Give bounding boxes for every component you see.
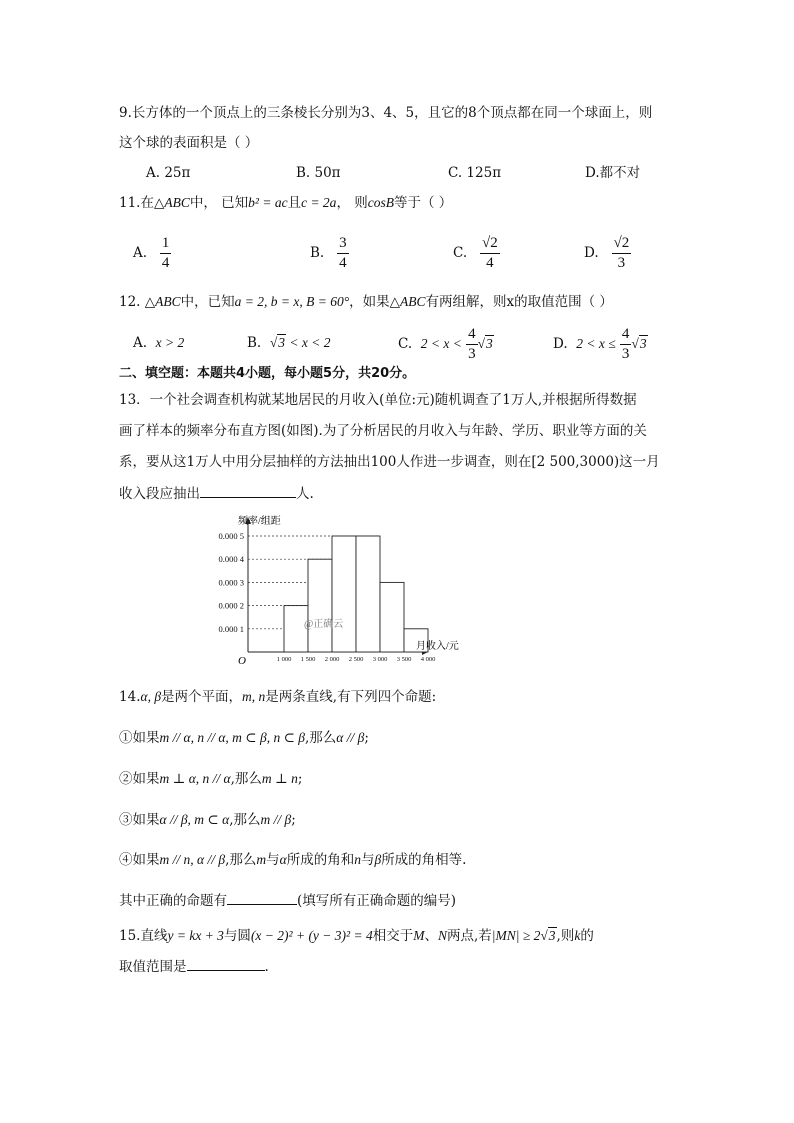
- q12-option-b: B. √3 < x < 2: [247, 335, 331, 351]
- x-tick-label: 1 500: [300, 656, 316, 663]
- q11-option-d: D. $\frac{√2}{3}$: [584, 235, 630, 271]
- x-tick-label: 2 000: [324, 656, 340, 663]
- histogram: [208, 512, 459, 672]
- y-tick-label: 0.000 5: [218, 531, 244, 541]
- x-tick-label: 3 500: [396, 656, 412, 663]
- q12-option-c: C. 2 < x < $\frac{4}{3}$ √3: [398, 326, 493, 362]
- histogram-bar: [332, 536, 356, 652]
- q14-proposition-1: ①如果m // α, n // α, m ⊂ β, n ⊂ β,那么α // β;: [119, 730, 369, 746]
- origin-label: O: [238, 655, 246, 667]
- q11-option-b: B. $\frac{3}{4}$: [310, 235, 347, 271]
- q14-proposition-3: ③如果α // β, m ⊂ α,那么m // β;: [119, 812, 296, 828]
- y-tick-label: 0.000 3: [218, 577, 244, 588]
- sqrt-symbol: √3: [540, 928, 556, 943]
- q15-stem: 15.直线y = kx + 3与圆(x − 2)² + (y − 3)² = 4相交于M、N两点,若|MN| ≥ 2√3,则k的: [119, 928, 594, 944]
- q12-option-a: A. x > 2: [133, 335, 185, 351]
- q9-option-d: D.都不对: [585, 165, 641, 181]
- y-tick-label: 0.000 1: [218, 623, 244, 634]
- fraction: $\frac{4}{3}$: [621, 326, 630, 362]
- fraction: $\frac{3}{4}$: [339, 235, 347, 271]
- answer-blank[interactable]: [227, 890, 297, 905]
- watermark: @正确云: [304, 619, 344, 630]
- q13-line1: 13．一个社会调查机构就某地居民的月收入(单位:元)随机调查了1万人,并根据所得数据: [119, 392, 637, 408]
- q11-option-c: C. $\frac{√2}{4}$: [453, 235, 498, 271]
- fraction: $\frac{4}{3}$: [468, 326, 476, 362]
- q9-line2: 这个球的表面积是（ ）: [119, 135, 259, 151]
- y-tick-label: 0.000 2: [218, 600, 244, 611]
- q13-line3: 系，要从这1万人中用分层抽样的方法抽出100人作进一步调查，则在[2 500,3000)这一月: [119, 454, 660, 470]
- histogram-bar: [356, 536, 380, 652]
- q9-option-a: A. 25π: [146, 165, 191, 181]
- q12-option-d: D. 2 < x ≤ $\frac{4}{3}$ √3: [553, 326, 647, 362]
- q14-stem: 14.α, β是两个平面，m, n是两条直线,有下列四个命题:: [119, 689, 437, 705]
- histogram-bar: [308, 559, 332, 652]
- fraction: $\frac{1}{4}$: [161, 235, 170, 271]
- q14-answer-line: 其中正确的命题有 (填写所有正确命题的编号): [119, 890, 456, 911]
- sqrt-symbol: √3: [477, 336, 493, 351]
- q14-proposition-4: ④如果m // n, α // β,那么m与α所成的角和n与β所成的角相等.: [119, 852, 467, 868]
- q11-option-a: A. $\frac{1}{4}$: [133, 235, 170, 271]
- histogram-bar: [380, 582, 404, 652]
- answer-blank[interactable]: [187, 956, 265, 971]
- fraction: $\frac{√2}{3}$: [613, 235, 630, 271]
- y-tick-label: 0.000 4: [218, 554, 244, 565]
- q9-option-c: C. 125π: [448, 165, 502, 181]
- answer-blank[interactable]: [200, 483, 296, 498]
- fraction: $\frac{√2}{4}$: [482, 235, 498, 271]
- q11-stem: 11.在△ABC中， 已知b² = ac且c = 2a， 则cosB等于（ ）: [119, 195, 453, 211]
- x-axis-label: 月收入/元: [416, 641, 459, 652]
- q13-line4: 收入段应抽出 人.: [119, 483, 314, 504]
- q9-option-b: B. 50π: [296, 165, 341, 181]
- q9-line1: 9.长方体的一个顶点上的三条棱长分别为3、4、5，且它的8个顶点都在同一个球面上，则: [119, 105, 653, 121]
- x-tick-label: 3 000: [372, 656, 388, 663]
- q12-stem: 12. △ABC中，已知a = 2, b = x, B = 60°，如果△ABC有两组解，则x的取值范围（ ）: [119, 294, 613, 310]
- x-tick-label: 2 500: [348, 656, 364, 663]
- y-axis-label: 频率/组距: [238, 516, 281, 527]
- sqrt-symbol: √3: [631, 336, 647, 351]
- q14-proposition-2: ②如果m ⊥ α, n // α,那么m ⊥ n;: [119, 771, 303, 787]
- q15-line2: 取值范围是 .: [119, 956, 269, 977]
- q13-line2: 画了样本的频率分布直方图(如图).为了分析居民的月收入与年龄、学历、职业等方面的关: [119, 423, 647, 439]
- x-tick-label: 4 000: [420, 656, 436, 663]
- sqrt-symbol: √3: [269, 335, 285, 350]
- histogram-plot: [219, 517, 436, 663]
- x-tick-label: 1 000: [276, 656, 292, 663]
- section-heading: 二、填空题：本题共4小题，每小题5分，共20分。: [119, 366, 416, 381]
